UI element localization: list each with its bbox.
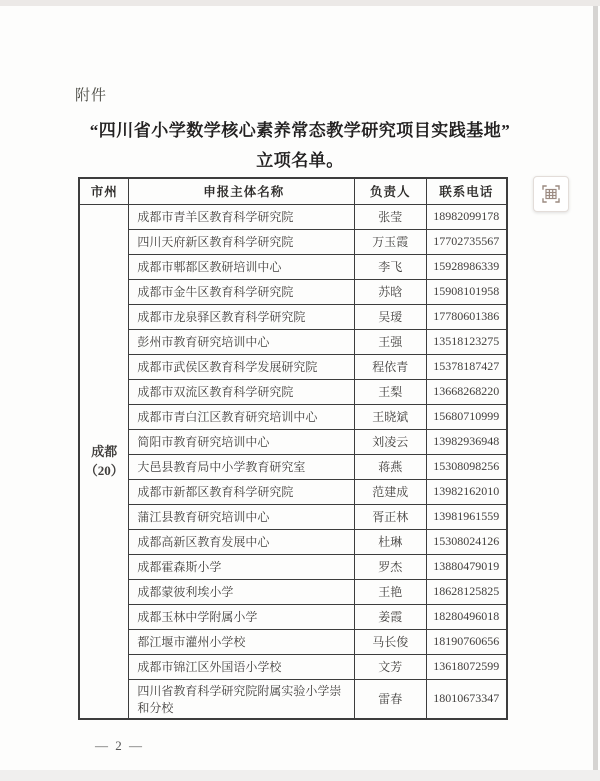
table-row xyxy=(79,204,507,229)
header-region: 市州 xyxy=(79,178,129,204)
viewer-right-edge xyxy=(593,6,598,770)
table-scan-icon xyxy=(541,184,561,204)
header-org: 申报主体名称 xyxy=(129,178,355,204)
attachment-label: 附件 xyxy=(75,88,108,104)
table-row xyxy=(79,329,507,354)
phone-cell: 13518123275 xyxy=(426,329,507,354)
org-cell: 成都市龙泉驿区教育科学研究院 xyxy=(129,304,355,329)
phone-cell: 15308024126 xyxy=(426,529,507,554)
phone-cell: 15378187427 xyxy=(426,354,507,379)
table-row xyxy=(79,404,507,429)
person-cell: 马长俊 xyxy=(354,629,426,654)
table-row xyxy=(79,454,507,479)
phone-cell: 13982162010 xyxy=(426,479,507,504)
person-cell: 王晓斌 xyxy=(354,404,426,429)
extract-table-button[interactable] xyxy=(533,176,569,212)
person-cell: 王艳 xyxy=(354,579,426,604)
person-cell: 张莹 xyxy=(354,204,426,229)
org-cell: 成都霍森斯小学 xyxy=(129,554,355,579)
org-cell: 成都市金牛区教育科学研究院 xyxy=(129,279,355,304)
table-row xyxy=(79,429,507,454)
header-phone: 联系电话 xyxy=(426,178,507,204)
phone-cell: 13982936948 xyxy=(426,429,507,454)
region-cell: 成都 （20） xyxy=(79,204,129,719)
document-title-line1: “四川省小学数学核心素养常态教学研究项目实践基地” xyxy=(89,121,511,140)
projects-table xyxy=(78,177,508,720)
person-cell: 苏晗 xyxy=(354,279,426,304)
org-cell: 大邑县教育局中小学教育研究室 xyxy=(129,454,355,479)
org-cell: 成都玉林中学附属小学 xyxy=(129,604,355,629)
org-cell: 成都市青白江区教育研究培训中心 xyxy=(129,404,355,429)
document-title xyxy=(40,116,560,176)
org-cell: 成都市武侯区教育科学发展研究院 xyxy=(129,354,355,379)
table-row xyxy=(79,304,507,329)
org-cell: 四川省教育科学研究院附属实验小学崇和分校 xyxy=(129,679,355,719)
person-cell: 罗杰 xyxy=(354,554,426,579)
phone-cell: 13880479019 xyxy=(426,554,507,579)
phone-cell: 18010673347 xyxy=(426,679,507,719)
phone-cell: 13668268220 xyxy=(426,379,507,404)
person-cell: 姜霞 xyxy=(354,604,426,629)
person-cell: 程依青 xyxy=(354,354,426,379)
org-cell: 成都市郫都区教研培训中心 xyxy=(129,254,355,279)
org-cell: 四川天府新区教育科学研究院 xyxy=(129,229,355,254)
person-cell: 王强 xyxy=(354,329,426,354)
phone-cell: 13618072599 xyxy=(426,654,507,679)
table-row xyxy=(79,629,507,654)
phone-cell: 15308098256 xyxy=(426,454,507,479)
viewer-top-edge xyxy=(0,0,600,6)
page-number: — 2 — xyxy=(95,738,144,753)
table-row xyxy=(79,529,507,554)
table-row xyxy=(79,279,507,304)
org-cell: 彭州市教育研究培训中心 xyxy=(129,329,355,354)
org-cell: 成都市锦江区外国语小学校 xyxy=(129,654,355,679)
phone-cell: 17780601386 xyxy=(426,304,507,329)
table-row xyxy=(79,679,507,719)
person-cell: 王梨 xyxy=(354,379,426,404)
projects-table-body xyxy=(79,204,507,719)
org-cell: 成都市双流区教育科学研究院 xyxy=(129,379,355,404)
phone-cell: 17702735567 xyxy=(426,229,507,254)
table-row xyxy=(79,654,507,679)
document-title-line2: 立项名单。 xyxy=(256,150,344,170)
org-cell: 简阳市教育研究培训中心 xyxy=(129,429,355,454)
phone-cell: 15928986339 xyxy=(426,254,507,279)
phone-cell: 18628125825 xyxy=(426,579,507,604)
table-row xyxy=(79,479,507,504)
phone-cell: 18190760656 xyxy=(426,629,507,654)
table-row xyxy=(79,354,507,379)
table-header xyxy=(79,178,507,204)
org-cell: 成都高新区教育发展中心 xyxy=(129,529,355,554)
header-person: 负责人 xyxy=(354,178,426,204)
person-cell: 吴瑷 xyxy=(354,304,426,329)
phone-cell: 13981961559 xyxy=(426,504,507,529)
person-cell: 万玉霞 xyxy=(354,229,426,254)
person-cell: 范建成 xyxy=(354,479,426,504)
table-row xyxy=(79,579,507,604)
org-cell: 成都蒙彼利埃小学 xyxy=(129,579,355,604)
table-row xyxy=(79,229,507,254)
person-cell: 胥正林 xyxy=(354,504,426,529)
phone-cell: 18982099178 xyxy=(426,204,507,229)
phone-cell: 15908101958 xyxy=(426,279,507,304)
org-cell: 都江堰市灌州小学校 xyxy=(129,629,355,654)
person-cell: 刘凌云 xyxy=(354,429,426,454)
person-cell: 蒋燕 xyxy=(354,454,426,479)
org-cell: 成都市新都区教育科学研究院 xyxy=(129,479,355,504)
person-cell: 文芳 xyxy=(354,654,426,679)
table-row xyxy=(79,554,507,579)
table-row xyxy=(79,604,507,629)
org-cell: 成都市青羊区教育科学研究院 xyxy=(129,204,355,229)
person-cell: 李飞 xyxy=(354,254,426,279)
phone-cell: 18280496018 xyxy=(426,604,507,629)
table-header-row xyxy=(79,178,507,204)
table-row xyxy=(79,379,507,404)
person-cell: 雷春 xyxy=(354,679,426,719)
org-cell: 蒲江县教育研究培训中心 xyxy=(129,504,355,529)
phone-cell: 15680710999 xyxy=(426,404,507,429)
table-row xyxy=(79,504,507,529)
viewer-bottom-edge xyxy=(0,770,600,781)
table-row xyxy=(79,254,507,279)
person-cell: 杜琳 xyxy=(354,529,426,554)
